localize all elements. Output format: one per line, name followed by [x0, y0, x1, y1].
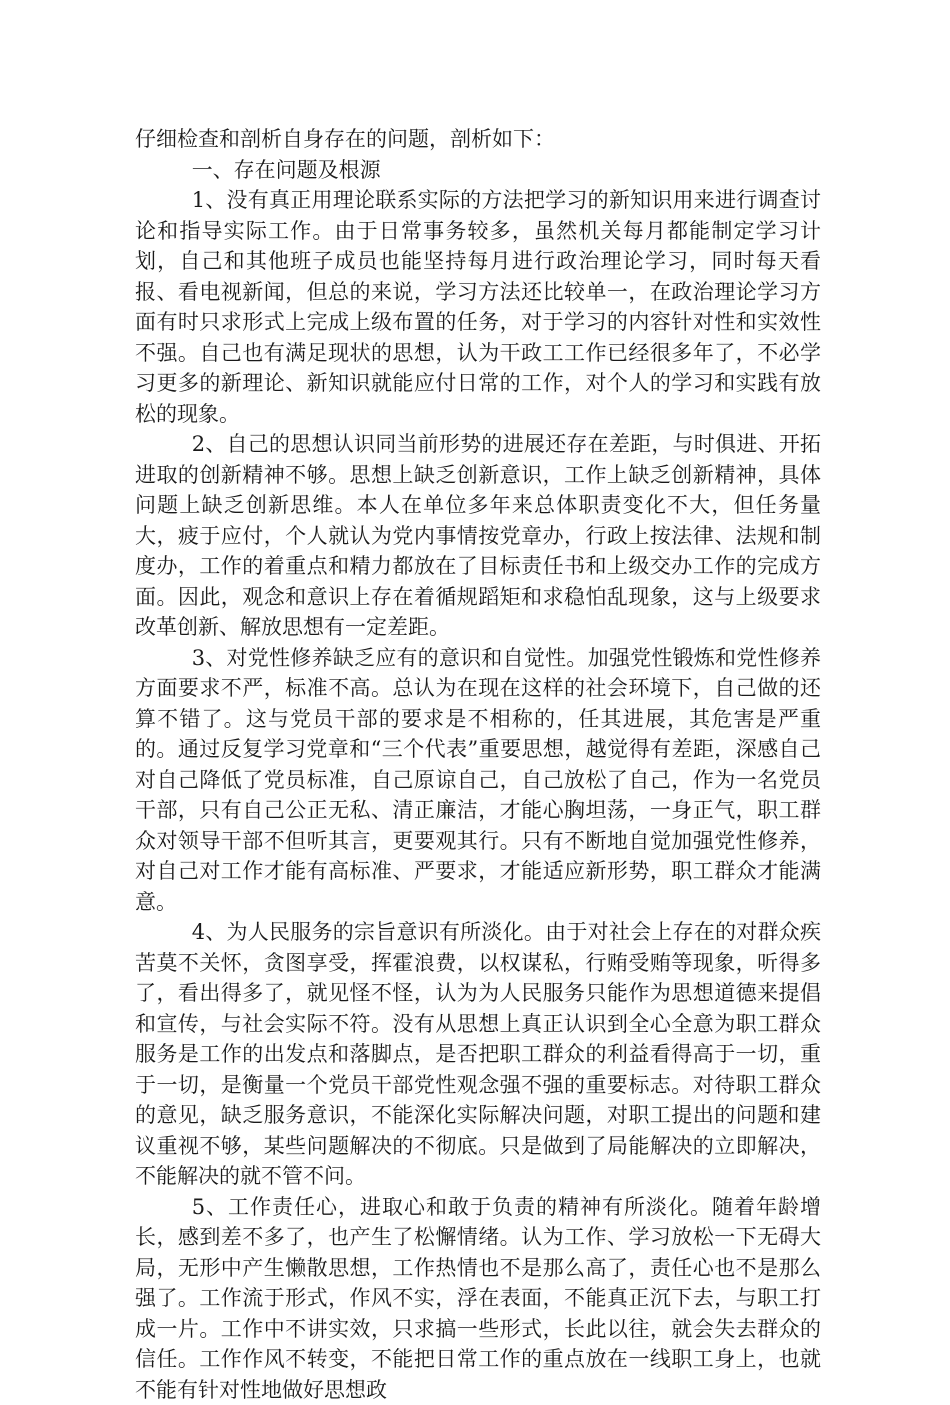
paragraph-4: 4、为人民服务的宗旨意识有所淡化。由于对社会上存在的对群众疾苦莫不关怀，贪图享受，挥霍浪费，以权谋私，行贿受贿等现象，听得多了，看出得多了，就见怪不怪，认为为人民服务只能作为思想道德来提倡和宣传，与社会实际不符。没有从思想上真正认识到全心全意为职工群众服务是工作的出发点和落脚点，是否把职工群众的利益看得高于一切，重于一切，是衡量一个党员干部党性观念强不强的重要标志。对待职工群众的意见，缺乏服务意识，不能深化实际解决问题，对职工提出的问题和建议重视不够，某些问题解决的不彻底。只是做到了局能解决的立即解决，不能解决的就不管不问。: [135, 917, 821, 1192]
section-heading: 一、存在问题及根源: [135, 155, 821, 186]
document-body: [135, 124, 821, 1405]
paragraph-5: 5、工作责任心，进取心和敢于负责的精神有所淡化。随着年龄增长，感到差不多了，也产生了松懈情绪。认为工作、学习放松一下无碍大局，无形中产生懒散思想，工作热情也不是那么高了，责任心也不是那么强了。工作流于形式，作风不实，浮在表面，不能真正沉下去，与职工打成一片。工作中不讲实效，只求搞一些形式，长此以往，就会失去群众的信任。工作作风不转变，不能把日常工作的重点放在一线职工身上，也就不能有针对性地做好思想政: [135, 1192, 821, 1405]
intro-line: 仔细检查和剖析自身存在的问题，剖析如下：: [135, 124, 821, 155]
paragraph-3: 3、对党性修养缺乏应有的意识和自觉性。加强党性锻炼和党性修养方面要求不严，标准不高。总认为在现在这样的社会环境下，自己做的还算不错了。这与党员干部的要求是不相称的，任其进展，其危害是严重的。通过反复学习党章和“三个代表”重要思想，越觉得有差距，深感自己对自己降低了党员标准，自己原谅自己，自己放松了自己，作为一名党员干部，只有自己公正无私、清正廉洁，才能心胸坦荡，一身正气，职工群众对领导干部不但听其言，更要观其行。只有不断地自觉加强党性修养，对自己对工作才能有高标准、严要求，才能适应新形势，职工群众才能满意。: [135, 643, 821, 918]
paragraph-2: 2、自己的思想认识同当前形势的进展还存在差距，与时俱进、开拓进取的创新精神不够。思想上缺乏创新意识，工作上缺乏创新精神，具体问题上缺乏创新思维。本人在单位多年来总体职责变化不大，但任务量大，疲于应付，个人就认为党内事情按党章办，行政上按法律、法规和制度办，工作的着重点和精力都放在了目标责任书和上级交办工作的完成方面。因此，观念和意识上存在着循规蹈矩和求稳怕乱现象，这与上级要求改革创新、解放思想有一定差距。: [135, 429, 821, 643]
paragraph-1: 1、没有真正用理论联系实际的方法把学习的新知识用来进行调查讨论和指导实际工作。由于日常事务较多，虽然机关每月都能制定学习计划，自己和其他班子成员也能坚持每月进行政治理论学习，同时每天看报、看电视新闻，但总的来说，学习方法还比较单一，在政治理论学习方面有时只求形式上完成上级布置的任务，对于学习的内容针对性和实效性不强。自己也有满足现状的思想，认为干政工工作已经很多年了，不必学习更多的新理论、新知识就能应付日常的工作，对个人的学习和实践有放松的现象。: [135, 185, 821, 429]
